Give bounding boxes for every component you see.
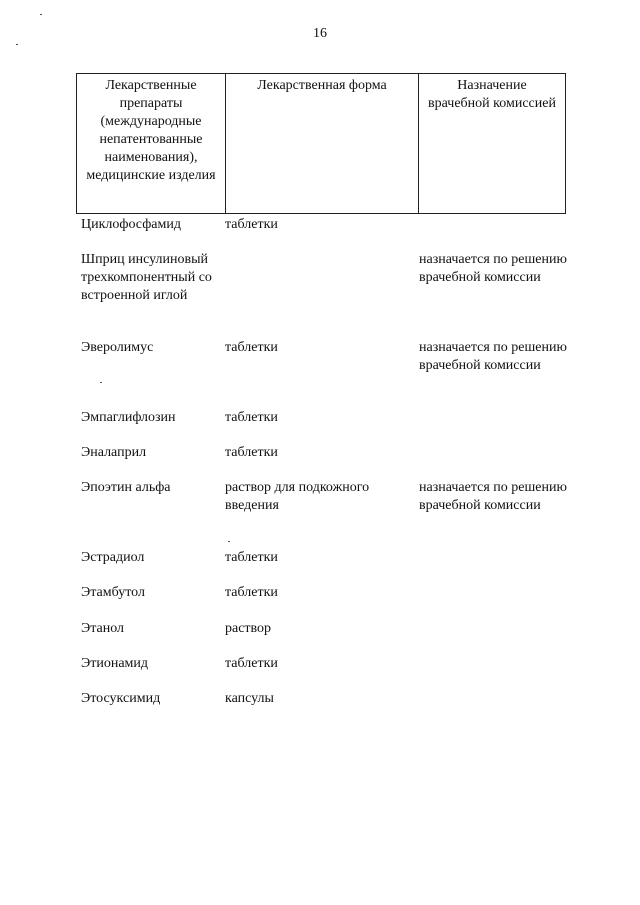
drug-name: Эстрадиол bbox=[81, 550, 145, 565]
scan-speck bbox=[228, 541, 230, 542]
dosage-form: таблетки bbox=[225, 656, 278, 671]
drug-name: Эпоэтин альфа bbox=[81, 480, 171, 495]
drug-name: Эверолимус bbox=[81, 340, 154, 355]
header-commission-assignment: Назначение врачебной комиссией bbox=[419, 74, 566, 214]
dosage-form: таблетки bbox=[225, 550, 278, 565]
commission-note: назначается по решению врачебной комиссии bbox=[419, 480, 567, 513]
commission-note: назначается по решению врачебной комиссии bbox=[419, 252, 567, 285]
drug-name: Этосуксимид bbox=[81, 691, 161, 706]
scan-speck bbox=[16, 44, 18, 45]
drug-name: Этионамид bbox=[81, 656, 149, 671]
dosage-form: таблетки bbox=[225, 585, 278, 600]
commission-note: назначается по решению врачебной комиссии bbox=[419, 340, 567, 373]
drug-name: Шприц инсулиновый трехкомпонентный со встроенной иглой bbox=[81, 252, 212, 303]
dosage-form: раствор bbox=[225, 621, 272, 636]
scan-speck bbox=[40, 14, 42, 15]
drug-name: Эмпаглифлозин bbox=[81, 410, 176, 425]
scan-speck bbox=[100, 382, 102, 383]
dosage-form: таблетки bbox=[225, 445, 278, 460]
header-dosage-form: Лекарственная форма bbox=[226, 74, 419, 214]
header-drug-names: Лекарственные препараты (международные непатентованные наименования), медицинские изделия bbox=[77, 74, 226, 214]
dosage-form: таблетки bbox=[225, 410, 278, 425]
drug-name: Эналаприл bbox=[81, 445, 147, 460]
drug-name: Этамбутол bbox=[81, 585, 145, 600]
drug-name: Этанол bbox=[81, 621, 125, 636]
dosage-form: таблетки bbox=[225, 217, 278, 232]
dosage-form: раствор для подкожного введения bbox=[225, 480, 370, 513]
dosage-form: таблетки bbox=[225, 340, 278, 355]
drug-name: Циклофосфамид bbox=[81, 217, 181, 232]
page-number: 16 bbox=[313, 26, 327, 41]
dosage-form: капсулы bbox=[225, 691, 274, 706]
